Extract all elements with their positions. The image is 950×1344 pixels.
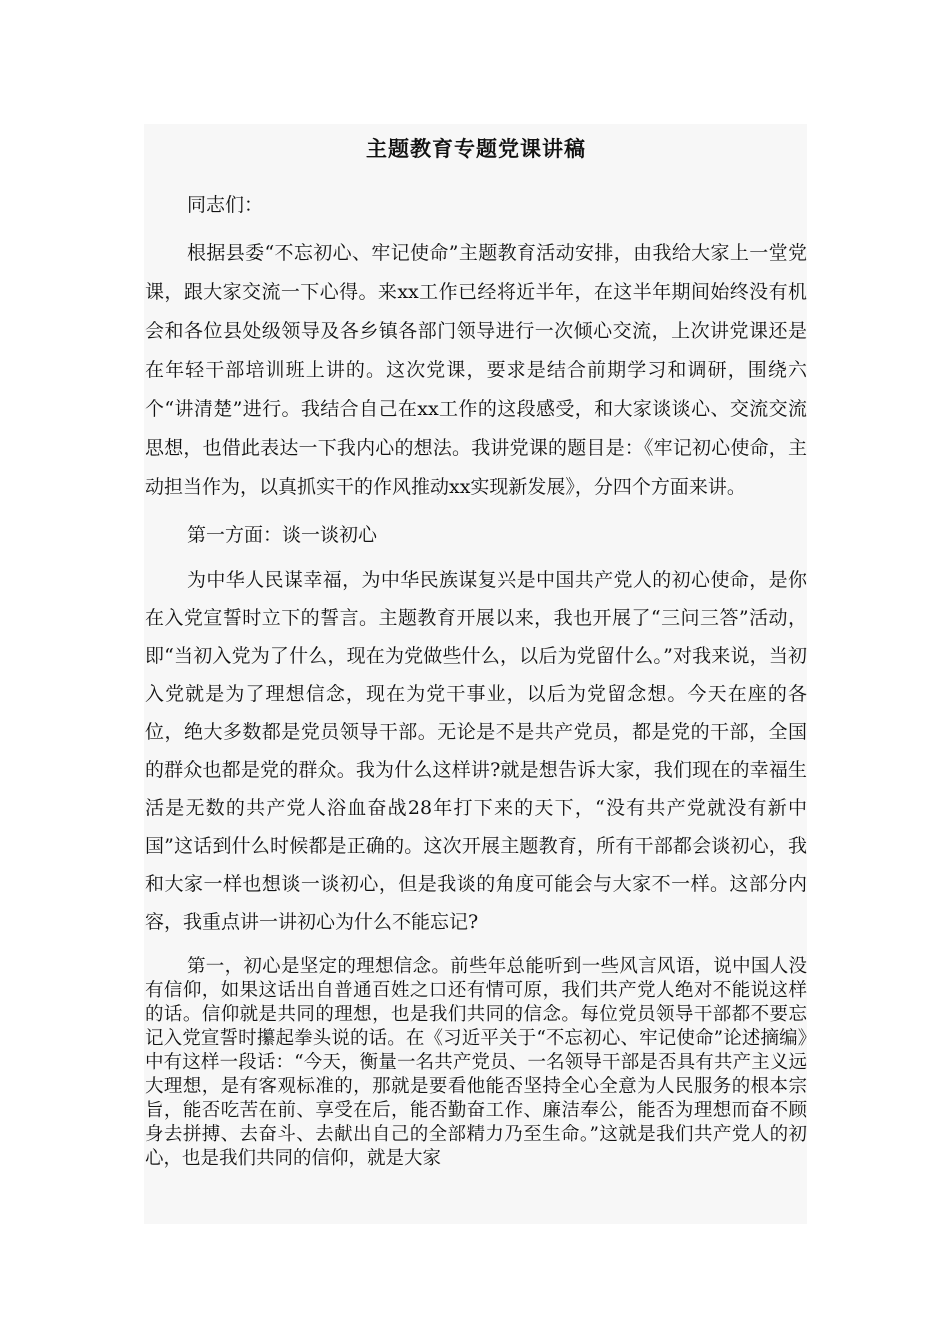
body-paragraph: 第一，初心是坚定的理想信念。前些年总能听到一些风言风语，说中国人没有信仰，如果这话出自普通百姓之口还有情可原，我们共产党人绝对不能说这样的话。信仰就是共同的理想，也是我们共同的信念。每位党员领导干部都不要忘记入党宣誓时攥起拳头说的话。在《习近平关于“不忘初心、牢记使命”论述摘编》中有这样一段话：“今天，衡量一名共产党员、一名领导干部是否具有共产主义远大理想，是有客观标准的，那就是要看他能否坚持全心全意为人民服务的根本宗旨，能否吃苦在前、享受在后，能否勤奋工作、廉洁奉公，能否为理想而奋不顾身去拼搏、去奋斗、去献出自己的全部精力乃至生命。”这就是我们共产党人的初心，也是我们共同的信仰，就是大家 <box>145 956 807 1169</box>
intro-paragraph: 根据县委“不忘初心、牢记使命”主题教育活动安排，由我给大家上一堂党课，跟大家交流一下心得。来xx工作已经将近半年，在这半年期间始终没有机会和各位县处级领导及各乡镇各部门领导进行一次倾心交流，上次讲党课还是在年轻干部培训班上讲的。这次党课，要求是结合前期学习和调研，围绕六个“讲清楚”进行。我结合自己在xx工作的这段感受，和大家谈谈心、交流交流思想，也借此表达一下我内心的想法。我讲党课的题目是：《牢记初心使命，主动担当作为，以真抓实干的作风推动xx实现新发展》，分四个方面来讲。 <box>145 242 807 498</box>
document-title: 主题教育专题党课讲稿 <box>366 136 586 161</box>
body-paragraph: 为中华人民谋幸福，为中华民族谋复兴是中国共产党人的初心使命，是你在入党宣誓时立下的誓言。主题教育开展以来，我也开展了“三问三答”活动，即“当初入党为了什么，现在为党做些什么，以后为党留什么。”对我来说，当初入党就是为了理想信念，现在为党干事业，以后为党留念想。今天在座的各位，绝大多数都是党员领导干部。无论是不是共产党员，都是党的干部，全国的群众也都是党的群众。我为什么这样讲?就是想告诉大家，我们现在的幸福生活是无数的共产党人浴血奋战28年打下来的天下，“没有共产党就没有新中国”这话到什么时候都是正确的。这次开展主题教育，所有干部都会谈初心，我和大家一样也想谈一谈初心，但是我谈的角度可能会与大家不一样。这部分内容，我重点讲一讲初心为什么不能忘记? <box>145 569 807 933</box>
section-heading: 第一方面：谈一谈初心 <box>187 524 378 546</box>
greeting-paragraph: 同志们： <box>187 194 264 216</box>
document-content <box>145 132 807 1171</box>
